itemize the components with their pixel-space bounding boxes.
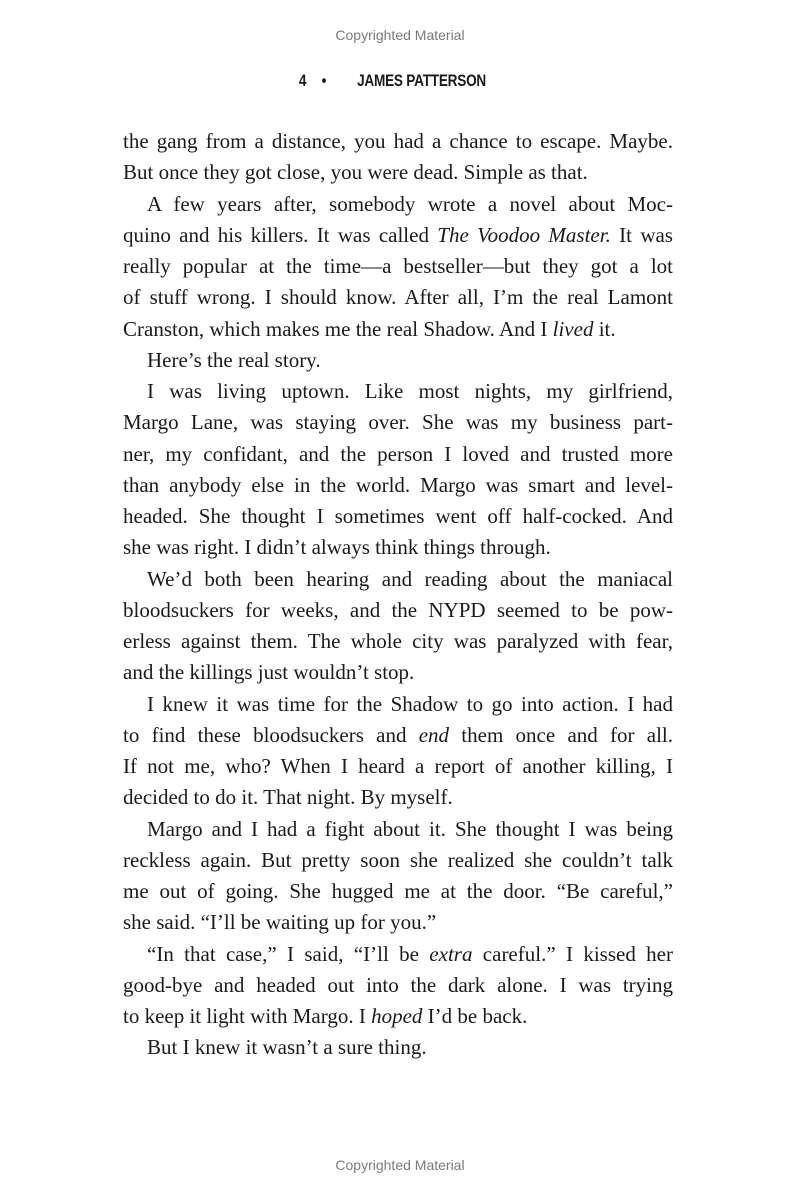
text-line	[123, 532, 673, 563]
page-number: 4	[298, 71, 307, 90]
copyright-notice-bottom: Copyrighted Material	[335, 1157, 465, 1173]
text-segment: If not me, who? When I heard a report of another killing, I	[123, 754, 673, 778]
body-text	[123, 126, 673, 1064]
text-segment: decided to do it. That night. By myself.	[123, 785, 453, 810]
text-line	[123, 501, 673, 532]
text-line	[123, 376, 673, 407]
text-line	[123, 814, 673, 845]
text-line	[123, 1032, 673, 1063]
text-segment: good-bye and headed out into the dark alone. I was trying	[123, 972, 673, 997]
copyright-notice-top: Copyrighted Material	[335, 27, 465, 43]
text-segment: she was right. I didn’t always think things through.	[123, 535, 551, 560]
text-segment: reckless again. But pretty soon she realized she couldn’t talk	[123, 847, 673, 872]
text-line	[123, 657, 673, 688]
text-segment: But once they got close, you were dead. Simple as that.	[123, 160, 588, 185]
text-segment: really popular at the time—a bestseller—but they got a lot	[123, 254, 673, 278]
text-segment: she said. “I’ll be waiting up for you.”	[123, 910, 437, 935]
text-line	[123, 939, 673, 970]
text-segment: Margo Lane, was staying over. She was my business part-	[123, 410, 673, 435]
text-segment: than anybody else in the world. Margo was smart and level-	[123, 472, 673, 497]
text-line	[123, 407, 673, 438]
text-segment: Margo and I had a fight about it. She thought I was being	[147, 816, 673, 841]
text-line	[123, 845, 673, 876]
text-segment: Here’s the real story.	[147, 347, 321, 372]
italic-text: The Voodoo Master.	[437, 222, 611, 247]
italic-text: end	[418, 722, 450, 747]
text-segment: A few years after, somebody wrote a novel about Moc-	[147, 191, 673, 216]
text-segment: headed. She thought I sometimes went off half-cocked. And	[123, 504, 673, 528]
text-segment: to find these bloodsuckers and	[123, 722, 419, 747]
text-line	[123, 345, 673, 376]
text-segment: It was	[610, 222, 673, 247]
text-line	[123, 282, 673, 313]
text-segment: careful.” I kissed her	[472, 941, 673, 966]
text-segment: the gang from a distance, you had a chance to escape. Maybe.	[123, 129, 673, 153]
italic-text: extra	[429, 941, 473, 966]
text-segment: Cranston, which makes me the real Shadow. And I	[123, 316, 553, 341]
text-segment: bloodsuckers for weeks, and the NYPD seemed to be pow-	[123, 597, 673, 622]
text-line	[123, 970, 673, 1001]
text-segment: them once and for all.	[449, 722, 673, 747]
text-line	[123, 439, 673, 470]
text-line	[123, 251, 673, 282]
text-line	[123, 626, 673, 657]
text-line	[123, 876, 673, 907]
text-segment: ner, my confidant, and the person I loved and trusted more	[123, 441, 673, 466]
text-line	[123, 689, 673, 720]
text-segment: We’d both been hearing and reading about the maniacal	[147, 566, 673, 591]
text-segment: erless against them. The whole city was paralyzed with fear,	[123, 629, 673, 653]
text-segment: “In that case,” I said, “I’ll be	[147, 941, 430, 966]
text-line	[123, 720, 673, 751]
text-segment: I knew it was time for the Shadow to go into action. I had	[147, 691, 673, 716]
text-line	[123, 157, 673, 188]
text-segment: and the killings just wouldn’t stop.	[123, 660, 415, 685]
text-line	[123, 126, 673, 157]
text-segment: quino and his killers. It was called	[123, 222, 438, 247]
text-line	[123, 220, 673, 251]
text-segment: it.	[593, 316, 616, 341]
text-line	[123, 314, 673, 345]
italic-text: lived	[552, 316, 594, 341]
text-segment: I was living uptown. Like most nights, my girlfriend,	[147, 379, 673, 403]
header-separator: •	[321, 71, 327, 90]
text-segment: to keep it light with Margo. I	[123, 1004, 372, 1028]
author-name: JAMES PATTERSON	[356, 71, 486, 90]
running-header	[0, 71, 800, 91]
text-line	[123, 189, 673, 220]
text-line	[123, 470, 673, 501]
text-line	[123, 1001, 673, 1032]
text-line	[123, 595, 673, 626]
text-segment: me out of going. She hugged me at the door. “Be careful,”	[123, 879, 673, 903]
text-line	[123, 907, 673, 938]
italic-text: hoped	[371, 1004, 423, 1028]
text-line	[123, 782, 673, 813]
text-segment: of stuff wrong. I should know. After all, I’m the real Lamont	[123, 285, 673, 310]
text-segment: I’d be back.	[422, 1004, 528, 1028]
text-segment: But I knew it wasn’t a sure thing.	[147, 1035, 427, 1060]
text-line	[123, 751, 673, 782]
text-line	[123, 564, 673, 595]
